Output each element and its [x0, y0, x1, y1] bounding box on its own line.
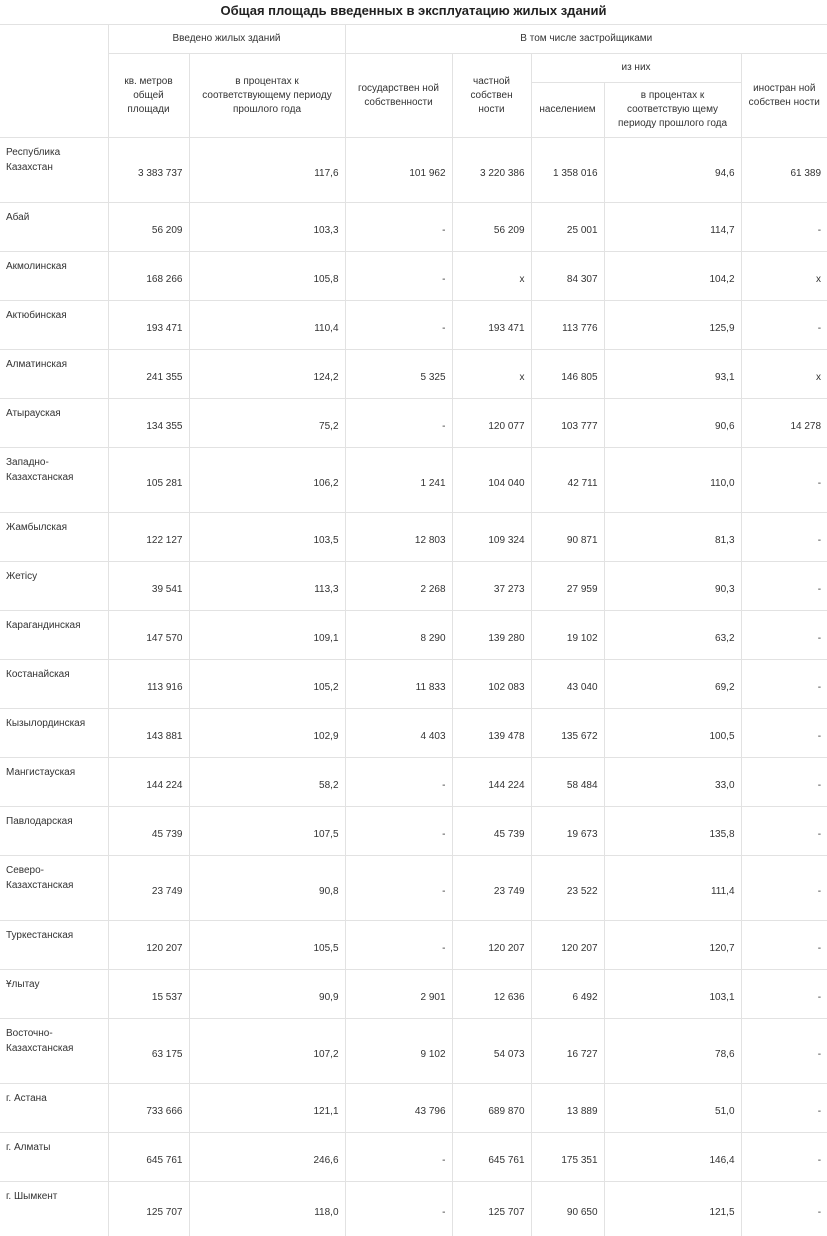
page-title: Общая площадь введенных в эксплуатацию жилых зданий [0, 0, 827, 24]
cell-private: 144 224 [452, 758, 531, 807]
cell-population: 113 776 [531, 301, 604, 350]
cell-pop_pct: 90,3 [604, 562, 741, 611]
region-name: Актюбинская [0, 301, 108, 350]
cell-pct: 75,2 [189, 399, 345, 448]
cell-pct: 246,6 [189, 1133, 345, 1182]
cell-area: 241 355 [108, 350, 189, 399]
cell-pop_pct: 111,4 [604, 856, 741, 921]
cell-pop_pct: 63,2 [604, 611, 741, 660]
region-name: Жетісу [0, 562, 108, 611]
cell-population: 90 871 [531, 513, 604, 562]
cell-pop_pct: 135,8 [604, 807, 741, 856]
cell-private: x [452, 350, 531, 399]
cell-pct: 90,8 [189, 856, 345, 921]
table-row [0, 399, 827, 448]
cell-private: 109 324 [452, 513, 531, 562]
cell-pct: 103,3 [189, 203, 345, 252]
cell-state: 5 325 [345, 350, 452, 399]
cell-population: 1 358 016 [531, 138, 604, 203]
cell-state: - [345, 203, 452, 252]
cell-population: 23 522 [531, 856, 604, 921]
cell-pop_pct: 33,0 [604, 758, 741, 807]
region-name: Алматинская [0, 350, 108, 399]
table-row [0, 1084, 827, 1133]
cell-area: 144 224 [108, 758, 189, 807]
cell-area: 23 749 [108, 856, 189, 921]
cell-state: 2 268 [345, 562, 452, 611]
cell-area: 63 175 [108, 1019, 189, 1084]
cell-pop_pct: 121,5 [604, 1182, 741, 1236]
cell-state: 8 290 [345, 611, 452, 660]
cell-area: 193 471 [108, 301, 189, 350]
table-row [0, 1182, 827, 1236]
cell-foreign: x [741, 350, 827, 399]
cell-state: 12 803 [345, 513, 452, 562]
cell-population: 6 492 [531, 970, 604, 1019]
cell-private: x [452, 252, 531, 301]
cell-pop_pct: 100,5 [604, 709, 741, 758]
cell-state: 11 833 [345, 660, 452, 709]
cell-area: 168 266 [108, 252, 189, 301]
cell-state: - [345, 921, 452, 970]
cell-population: 120 207 [531, 921, 604, 970]
cell-population: 25 001 [531, 203, 604, 252]
cell-state: - [345, 807, 452, 856]
cell-private: 45 739 [452, 807, 531, 856]
cell-pct: 124,2 [189, 350, 345, 399]
cell-population: 58 484 [531, 758, 604, 807]
cell-private: 120 077 [452, 399, 531, 448]
cell-area: 3 383 737 [108, 138, 189, 203]
cell-pop_pct: 93,1 [604, 350, 741, 399]
region-name: Республика Казахстан [0, 138, 108, 203]
cell-pct: 105,5 [189, 921, 345, 970]
cell-foreign: - [741, 1133, 827, 1182]
cell-private: 3 220 386 [452, 138, 531, 203]
cell-foreign: 61 389 [741, 138, 827, 203]
cell-pct: 118,0 [189, 1182, 345, 1236]
cell-private: 102 083 [452, 660, 531, 709]
cell-private: 54 073 [452, 1019, 531, 1084]
cell-pct: 90,9 [189, 970, 345, 1019]
table-row [0, 758, 827, 807]
cell-foreign: - [741, 758, 827, 807]
cell-pct: 103,5 [189, 513, 345, 562]
cell-pct: 109,1 [189, 611, 345, 660]
cell-foreign: - [741, 660, 827, 709]
cell-private: 120 207 [452, 921, 531, 970]
cell-pop_pct: 94,6 [604, 138, 741, 203]
cell-foreign: - [741, 807, 827, 856]
cell-area: 125 707 [108, 1182, 189, 1236]
cell-area: 645 761 [108, 1133, 189, 1182]
cell-area: 147 570 [108, 611, 189, 660]
cell-area: 733 666 [108, 1084, 189, 1133]
cell-foreign: - [741, 1182, 827, 1236]
cell-population: 16 727 [531, 1019, 604, 1084]
table-row [0, 301, 827, 350]
cell-private: 139 280 [452, 611, 531, 660]
cell-state: 4 403 [345, 709, 452, 758]
cell-pop_pct: 120,7 [604, 921, 741, 970]
data-table [0, 24, 827, 1236]
cell-state: 2 901 [345, 970, 452, 1019]
cell-state: - [345, 856, 452, 921]
cell-pop_pct: 78,6 [604, 1019, 741, 1084]
cell-private: 193 471 [452, 301, 531, 350]
cell-state: - [345, 1182, 452, 1236]
cell-foreign: 14 278 [741, 399, 827, 448]
cell-foreign: - [741, 448, 827, 513]
cell-state: 1 241 [345, 448, 452, 513]
cell-pop_pct: 125,9 [604, 301, 741, 350]
cell-pct: 110,4 [189, 301, 345, 350]
region-name: Туркестанская [0, 921, 108, 970]
header-region-cell [0, 25, 108, 138]
cell-state: - [345, 399, 452, 448]
table-header [0, 25, 827, 138]
table-row [0, 1019, 827, 1084]
cell-foreign: - [741, 921, 827, 970]
table-row [0, 562, 827, 611]
cell-private: 645 761 [452, 1133, 531, 1182]
cell-foreign: - [741, 562, 827, 611]
region-name: Жамбылская [0, 513, 108, 562]
header-of-them: из них [531, 54, 741, 83]
table-row [0, 970, 827, 1019]
region-name: Абай [0, 203, 108, 252]
table-row [0, 448, 827, 513]
cell-pct: 58,2 [189, 758, 345, 807]
cell-state: 101 962 [345, 138, 452, 203]
cell-pct: 113,3 [189, 562, 345, 611]
cell-pct: 105,8 [189, 252, 345, 301]
cell-state: 43 796 [345, 1084, 452, 1133]
cell-population: 146 805 [531, 350, 604, 399]
table-body [0, 138, 827, 1236]
cell-foreign: - [741, 611, 827, 660]
cell-population: 42 711 [531, 448, 604, 513]
cell-pop_pct: 104,2 [604, 252, 741, 301]
header-area: кв. метров общей площади [108, 54, 189, 138]
header-population-percent: в процентах к соответствую щему периоду прошлого года [604, 83, 741, 138]
table-row [0, 350, 827, 399]
cell-area: 15 537 [108, 970, 189, 1019]
cell-foreign: - [741, 709, 827, 758]
region-name: Восточно-Казахстанская [0, 1019, 108, 1084]
table-row [0, 252, 827, 301]
table-row [0, 138, 827, 203]
region-name: Кызылординская [0, 709, 108, 758]
region-name: г. Шымкент [0, 1182, 108, 1236]
cell-population: 103 777 [531, 399, 604, 448]
cell-pct: 121,1 [189, 1084, 345, 1133]
cell-pct: 117,6 [189, 138, 345, 203]
table-row [0, 709, 827, 758]
table-row [0, 921, 827, 970]
table-row [0, 1133, 827, 1182]
cell-pop_pct: 114,7 [604, 203, 741, 252]
region-name: Карагандинская [0, 611, 108, 660]
cell-state: - [345, 758, 452, 807]
cell-private: 12 636 [452, 970, 531, 1019]
cell-population: 13 889 [531, 1084, 604, 1133]
cell-area: 105 281 [108, 448, 189, 513]
region-name: Акмолинская [0, 252, 108, 301]
region-name: Атырауская [0, 399, 108, 448]
cell-pct: 107,5 [189, 807, 345, 856]
cell-private: 23 749 [452, 856, 531, 921]
table-row [0, 513, 827, 562]
cell-pop_pct: 103,1 [604, 970, 741, 1019]
cell-area: 122 127 [108, 513, 189, 562]
cell-area: 120 207 [108, 921, 189, 970]
cell-pop_pct: 146,4 [604, 1133, 741, 1182]
cell-pop_pct: 90,6 [604, 399, 741, 448]
region-name: Мангистауская [0, 758, 108, 807]
cell-state: - [345, 252, 452, 301]
table-row [0, 611, 827, 660]
cell-state: - [345, 301, 452, 350]
header-developers: В том числе застройщиками [345, 25, 827, 54]
cell-pct: 105,2 [189, 660, 345, 709]
region-name: Северо-Казахстанская [0, 856, 108, 921]
cell-pop_pct: 81,3 [604, 513, 741, 562]
region-name: Западно-Казахстанская [0, 448, 108, 513]
region-name: Павлодарская [0, 807, 108, 856]
cell-state: - [345, 1133, 452, 1182]
cell-area: 39 541 [108, 562, 189, 611]
cell-pop_pct: 69,2 [604, 660, 741, 709]
cell-population: 19 102 [531, 611, 604, 660]
cell-area: 113 916 [108, 660, 189, 709]
header-population: населением [531, 83, 604, 138]
cell-area: 134 355 [108, 399, 189, 448]
cell-foreign: - [741, 1084, 827, 1133]
cell-pct: 106,2 [189, 448, 345, 513]
table-row [0, 856, 827, 921]
header-percent: в процентах к соответствующему периоду прошлого года [189, 54, 345, 138]
cell-foreign: - [741, 513, 827, 562]
cell-area: 45 739 [108, 807, 189, 856]
cell-population: 175 351 [531, 1133, 604, 1182]
cell-foreign: - [741, 301, 827, 350]
cell-population: 84 307 [531, 252, 604, 301]
cell-private: 125 707 [452, 1182, 531, 1236]
cell-private: 104 040 [452, 448, 531, 513]
cell-area: 143 881 [108, 709, 189, 758]
cell-foreign: - [741, 856, 827, 921]
region-name: Ұлытау [0, 970, 108, 1019]
cell-population: 135 672 [531, 709, 604, 758]
cell-pop_pct: 51,0 [604, 1084, 741, 1133]
table-row [0, 807, 827, 856]
cell-pct: 102,9 [189, 709, 345, 758]
cell-foreign: - [741, 970, 827, 1019]
table-row [0, 660, 827, 709]
cell-area: 56 209 [108, 203, 189, 252]
cell-private: 139 478 [452, 709, 531, 758]
cell-state: 9 102 [345, 1019, 452, 1084]
cell-foreign: - [741, 1019, 827, 1084]
cell-private: 56 209 [452, 203, 531, 252]
cell-foreign: x [741, 252, 827, 301]
region-name: Костанайская [0, 660, 108, 709]
cell-population: 43 040 [531, 660, 604, 709]
region-name: г. Алматы [0, 1133, 108, 1182]
header-commissioned: Введено жилых зданий [108, 25, 345, 54]
cell-population: 19 673 [531, 807, 604, 856]
region-name: г. Астана [0, 1084, 108, 1133]
cell-pop_pct: 110,0 [604, 448, 741, 513]
header-foreign: иностран ной собствен ности [741, 54, 827, 138]
cell-private: 37 273 [452, 562, 531, 611]
cell-pct: 107,2 [189, 1019, 345, 1084]
header-private: частной собствен ности [452, 54, 531, 138]
header-state: государствен ной собственности [345, 54, 452, 138]
cell-population: 27 959 [531, 562, 604, 611]
table-row [0, 203, 827, 252]
cell-population: 90 650 [531, 1182, 604, 1236]
cell-private: 689 870 [452, 1084, 531, 1133]
cell-foreign: - [741, 203, 827, 252]
